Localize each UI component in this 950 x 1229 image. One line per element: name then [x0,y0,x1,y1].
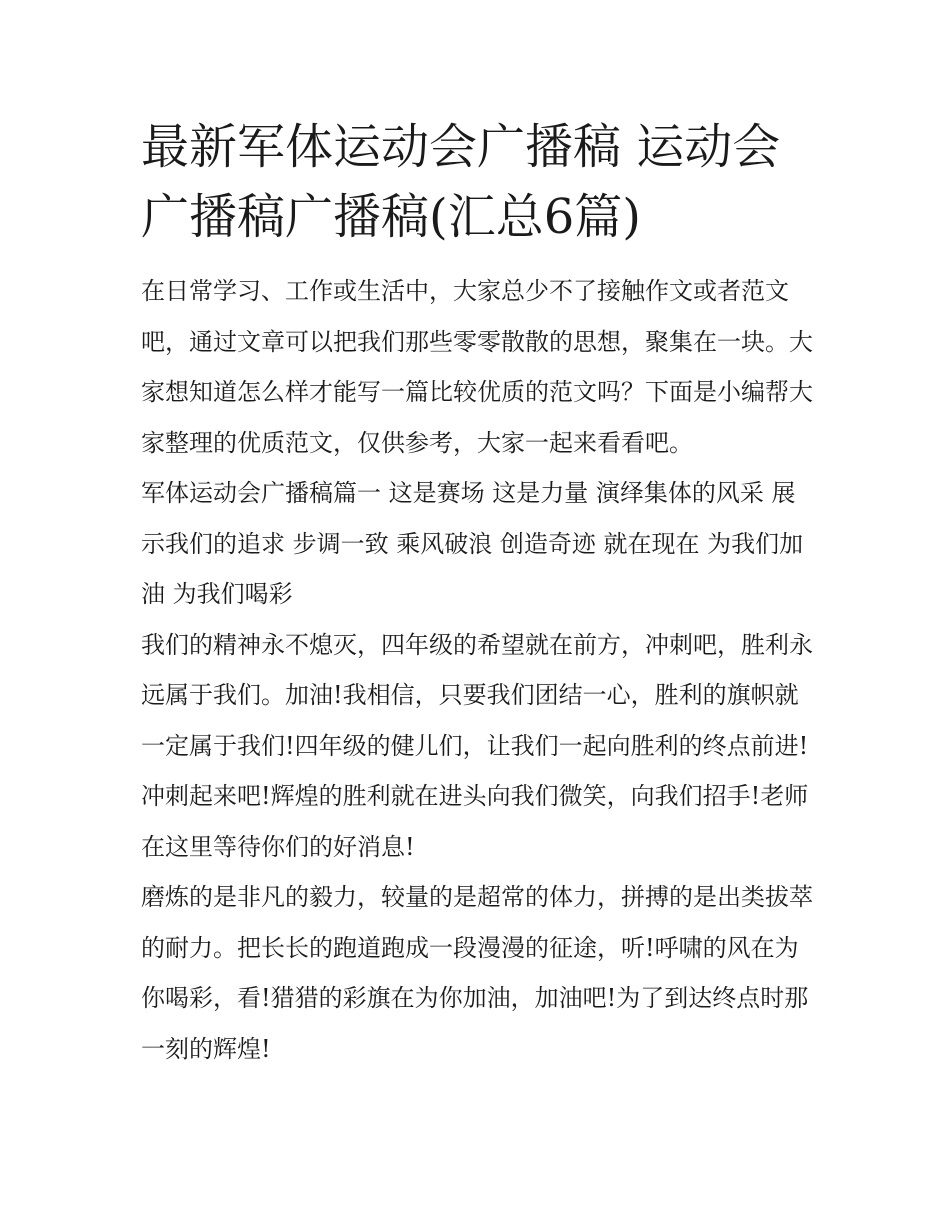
document-title: 最新军体运动会广播稿 运动会广播稿广播稿(汇总6篇) [141,119,781,245]
document-body [141,266,816,1074]
paragraph-intro: 在日常学习、工作或生活中，大家总少不了接触作文或者范文吧，通过文章可以把我们那些零零散散的思想，聚集在一块。大家想知道怎么样才能写一篇比较优质的范文吗？下面是小编帮大家整理的优质范文，仅供参考，大家一起来看看吧。 [141,277,813,457]
paragraph-broadcast-1: 军体运动会广播稿篇一 这是赛场 这是力量 演绎集体的风采 展示我们的追求 步调一致 乘风破浪 创造奇迹 就在现在 为我们加油 为我们喝彩 [141,479,804,608]
paragraph-broadcast-2: 我们的精神永不熄灭，四年级的希望就在前方，冲刺吧，胜利永远属于我们。加油!我相信，只要我们团结一心，胜利的旗帜就一定属于我们!四年级的健儿们，让我们一起向胜利的终点前进!冲刺起来吧!辉煌的胜利就在进头向我们微笑，向我们招手!老师在这里等待你们的好消息! [141,630,813,861]
paragraph-broadcast-3: 磨炼的是非凡的毅力，较量的是超常的体力，拼搏的是出类拔萃的耐力。把长长的跑道跑成一段漫漫的征途，听!呼啸的风在为你喝彩，看!猎猎的彩旗在为你加油，加油吧!为了到达终点时那一刻的辉煌! [141,883,813,1063]
document-page [141,112,816,1074]
